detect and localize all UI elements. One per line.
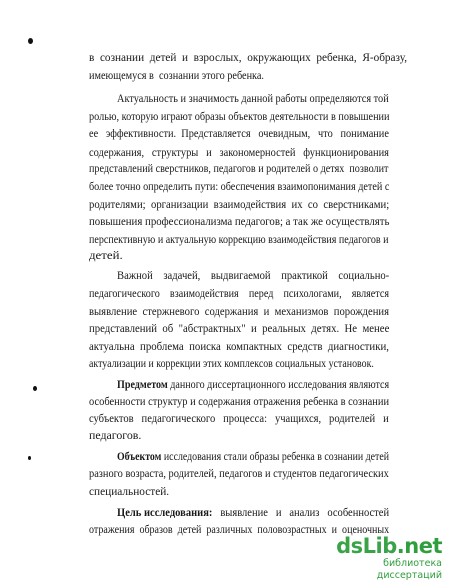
text-line [117,451,389,464]
line-text: повышения профессионализма педагогов; а так же осуществлять [89,216,390,228]
bold-term: Объектом [117,451,162,463]
line-text: перспективную и актуальную коррекцию взаимодействия педагогов и [89,234,389,246]
text-line [89,216,389,229]
line-text: содержания, структуры и закономерностей функционирования [89,147,389,159]
line-text: педагогического взаимодействия перед психологами, является [89,288,390,300]
bold-term: Цель исследования: [117,507,213,519]
line-text: актуальна проблема поиска компактных средств диагностики, [89,341,389,353]
text-line [89,358,374,371]
bold-term: Предметом [117,379,168,391]
line-text: специальностей. [89,486,170,498]
text-line [89,163,388,176]
line-text: исследования стали образы ребенка в сознании детей [161,451,390,463]
text-line [89,396,389,409]
text-line [117,93,389,106]
text-line [89,181,389,194]
line-text: актуализации и коррекции этих комплексов социальных установок. [89,358,374,370]
text-line [89,323,389,336]
line-text: детей. [89,250,123,262]
line-text: ее эффективности. Представляется очевидным, что понимание [89,128,389,140]
line-text: представлений сверстников, педагогов и родителей о детях позволит [89,163,389,175]
line-text: Актуальность и значимость данной работы определяются той [117,93,389,105]
text-line [89,128,389,141]
line-text: субъектов педагогического процесса: учащихся, родителей и [89,413,389,425]
text-line [117,379,389,392]
text-line [89,486,169,499]
line-text: педагогов. [89,430,142,442]
watermark-logo-net: .net [396,534,442,558]
line-text: выявление стержневого содержания и механизмов порождения [89,306,389,318]
watermark-logo [332,534,442,558]
text-line [89,199,389,212]
text-line [89,306,389,319]
watermark-caption: библиотека диссертаций [376,558,442,581]
line-text: родителями; организации взаимодействия их со сверстниками; [89,199,390,211]
line-text: отражения образов детей различных половозрастных и оценочных [89,524,390,536]
scan-dot-mark [28,38,33,44]
line-text: ролью, которую играют образы объектов деятельности в повышении [89,111,390,123]
text-line [89,288,389,301]
line-text: данного диссертационного исследования являются [167,379,390,391]
text-line [117,507,389,520]
line-text: в сознании детей и взрослых, окружающих ребенка, Я-образу, [89,52,408,64]
text-line [89,250,123,263]
text-line [89,430,141,443]
line-text: Важной задачей, выдвигаемой практикой социально- [117,270,390,282]
line-text: выявление и анализ особенностей [212,507,390,519]
text-line [89,147,389,160]
watermark-logo-ds: dsLib [336,534,397,558]
scan-dot-mark [28,456,31,460]
line-text: представлений об "абстрактных" и реальных детях. Не менее [89,323,390,335]
text-line [89,413,389,426]
line-text: имеющемуся в сознании этого ребенка. [89,70,264,82]
text-line [89,341,389,354]
text-line [89,52,407,65]
text-line [89,468,389,481]
line-text: особенности структур и содержания отражения ребенка в сознании [89,396,390,408]
text-line [89,234,389,247]
dslib-watermark [332,534,442,581]
line-text: разного возраста, родителей, педагогов и студентов педагогических [89,468,389,480]
text-line [117,270,389,283]
text-line [89,70,264,83]
text-line [89,111,390,124]
scan-dot-mark [33,386,37,391]
line-text: более точно определить пути: обеспечения взаимопонимания детей с [89,181,390,193]
